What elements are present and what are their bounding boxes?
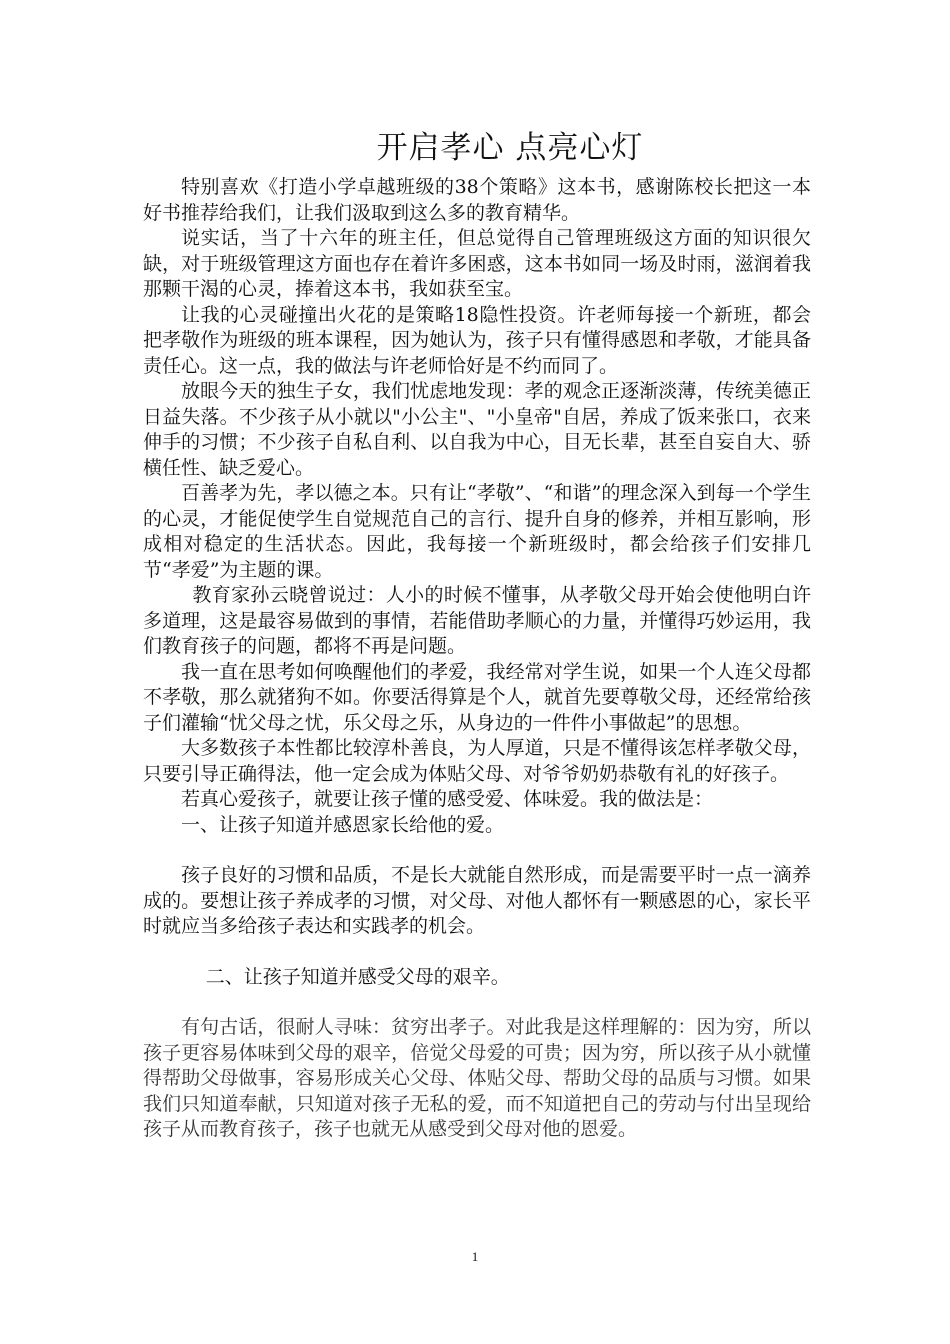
page-number: 1	[471, 1249, 479, 1264]
document-title: 开启孝心 点亮心灯	[376, 130, 644, 166]
section-heading: 一、让孩子知道并感恩家长给他的爱。	[181, 813, 505, 836]
document-body	[143, 175, 811, 1143]
paragraph: 若真心爱孩子，就要让孩子懂的感受爱、体味爱。我的做法是：	[181, 788, 714, 810]
paragraph: 我一直在思考如何唤醒他们的孝爱，我经常对学生说，如果一个人连父母都不孝敬，那么就猪狗不如。你要活得算是个人，就首先要尊敬父母，还经常给孩子们灌输“忧父母之忧，乐父母之乐，从身边的一件件小事做起”的思想。	[143, 660, 811, 734]
paragraph: 孩子良好的习惯和品质，不是长大就能自然形成，而是需要平时一点一滴养成的。要想让孩子养成孝的习惯，对父母、对他人都怀有一颗感恩的心，家长平时就应当多给孩子表达和实践孝的机会。	[143, 864, 811, 937]
paragraph: 让我的心灵碰撞出火花的是策略18隐性投资。许老师每接一个新班，都会把孝敬作为班级的班本课程，因为她认为，孩子只有懂得感恩和孝敬，才能具备责任心。这一点，我的做法与许老师恰好是不约而同了。	[143, 303, 811, 377]
paragraph: 放眼今天的独生子女，我们忧虑地发现：孝的观念正逐渐淡薄，传统美德正日益失落。不少孩子从小就以"小公主"、"小皇帝"自居，养成了饭来张口，衣来伸手的习惯；不少孩子自私自利、以自我为中心，目无长辈，甚至自妄自大、骄横任性、缺乏爱心。	[143, 380, 811, 479]
paragraph: 特别喜欢《打造小学卓越班级的38个策略》这本书，感谢陈校长把这一本好书推荐给我们，让我们汲取到这么多的教育精华。	[143, 176, 811, 224]
paragraph: 说实话，当了十六年的班主任，但总觉得自己管理班级这方面的知识很欠缺，对于班级管理这方面也存在着许多困惑，这本书如同一场及时雨，滋润着我那颗干渴的心灵，捧着这本书，我如获至宝。	[143, 227, 811, 300]
paragraph: 教育家孙云晓曾说过：人小的时候不懂事，从孝敬父母开始会使他明白许多道理，这是最容易做到的事情，若能借助孝顺心的力量，并懂得巧妙运用，我们教育孩子的问题，都将不再是问题。	[143, 584, 811, 657]
section-heading: 二、让孩子知道并感受父母的艰辛。	[205, 965, 510, 988]
paragraph: 大多数孩子本性都比较淳朴善良，为人厚道，只是不懂得该怎样孝敬父母，只要引导正确得法，他一定会成为体贴父母、对爷爷奶奶恭敬有礼的好孩子。	[143, 737, 811, 785]
paragraph: 百善孝为先，孝以德之本。只有让“孝敬”、“和谐”的理念深入到每一个学生的心灵，才能促使学生自觉规范自己的言行、提升自身的修养，并相互影响，形成相对稳定的生活状态。因此，我每接一个新班级时，都会给孩子们安排几节“孝爱”为主题的课。	[143, 482, 811, 581]
paragraph: 有句古话，很耐人寻味：贫穷出孝子。对此我是这样理解的：因为穷，所以孩子更容易体味到父母的艰辛，倍觉父母爱的可贵；因为穷，所以孩子从小就懂得帮助父母做事，容易形成关心父母、体贴父母、帮助父母的品质与习惯。如果我们只知道奉献，只知道对孩子无私的爱，而不知道把自己的劳动与付出呈现给孩子从而教育孩子，孩子也就无从感受到父母对他的恩爱。	[143, 1016, 811, 1140]
